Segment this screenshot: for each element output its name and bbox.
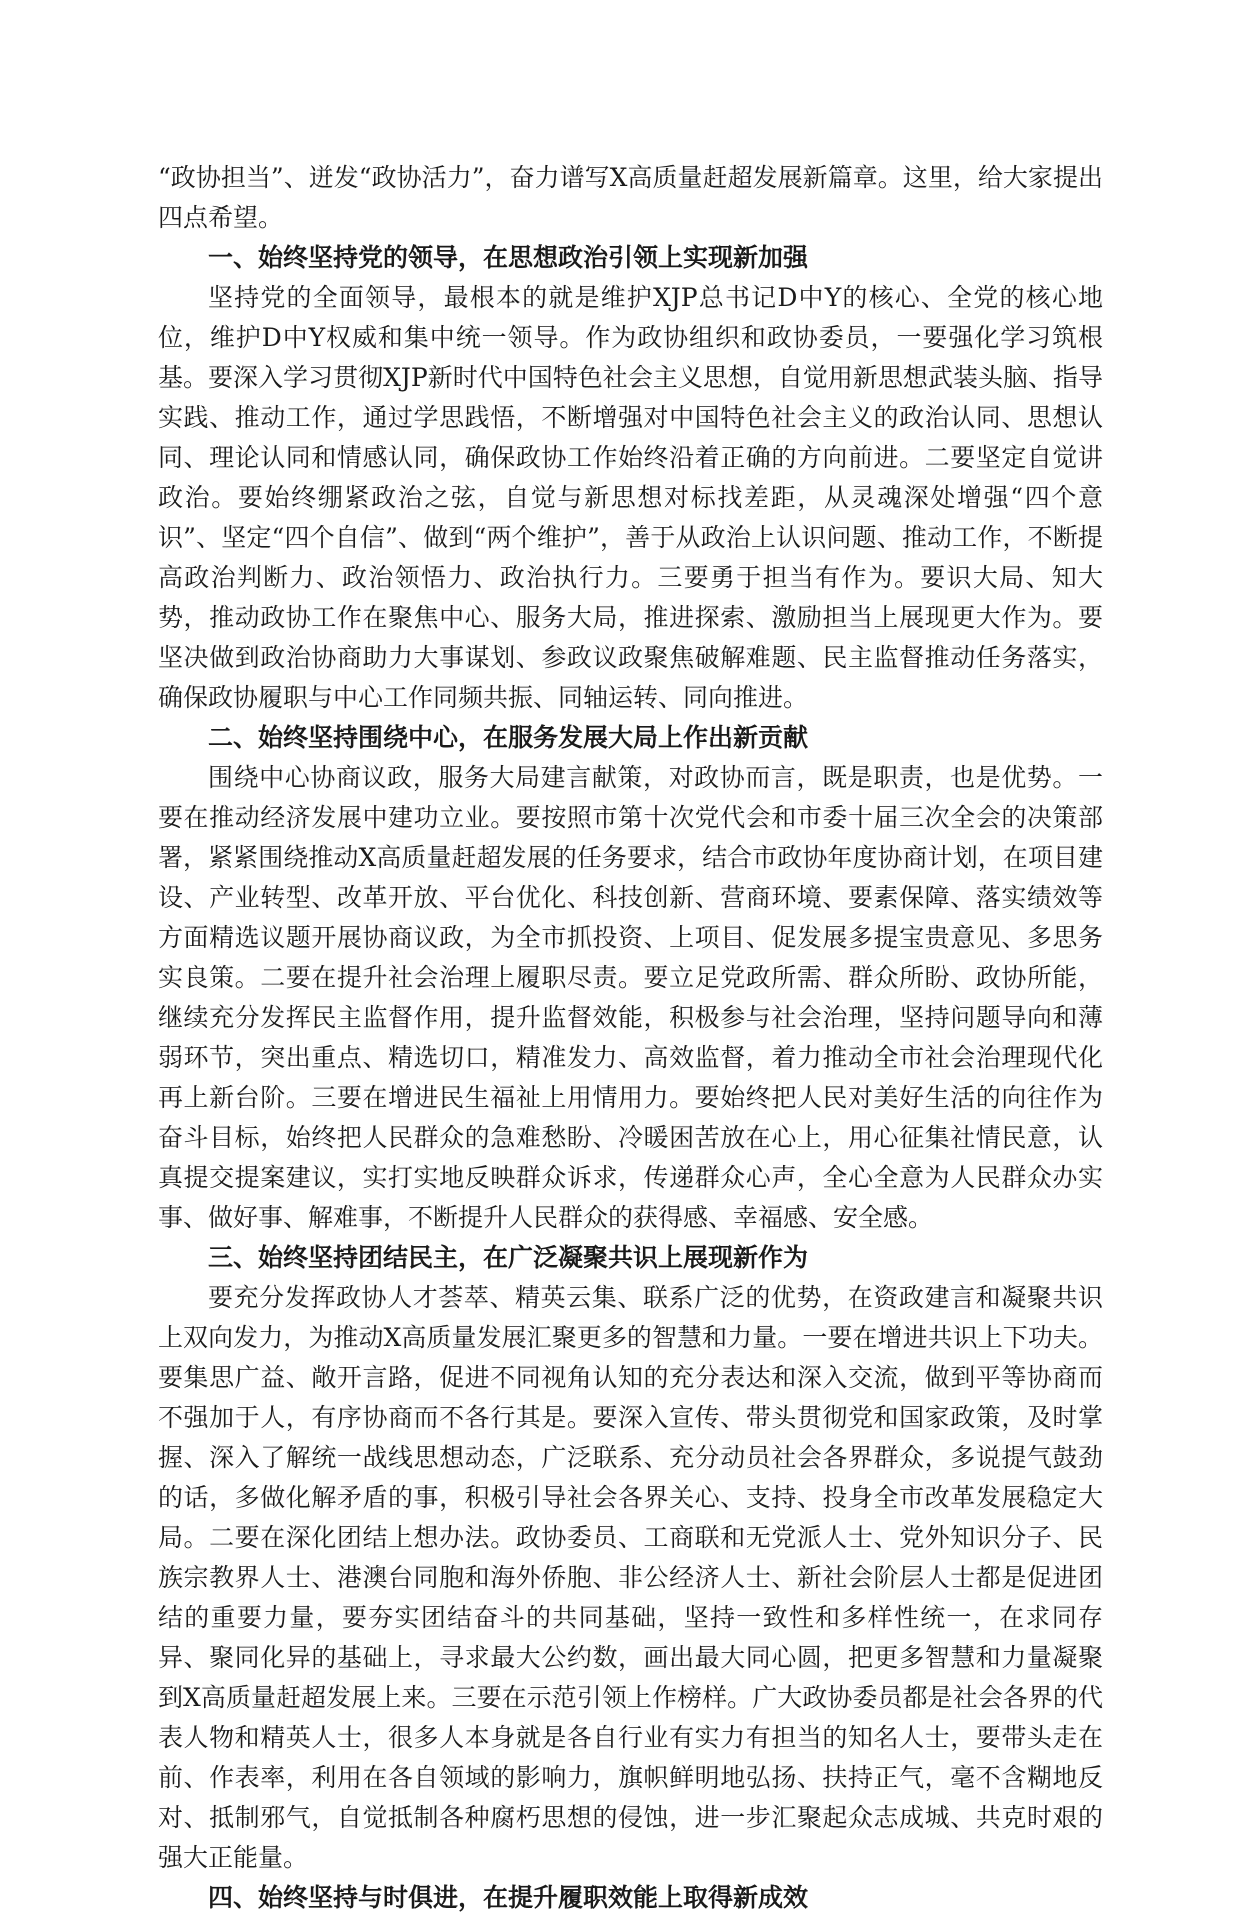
intro-paragraph: “政协担当”、迸发“政协活力”，奋力谱写X高质量赶超发展新篇章。这里，给大家提出四点希望。 [158,163,1103,232]
section-heading-1: 一、始终坚持党的领导，在思想政治引领上实现新加强 [208,243,809,272]
section-heading-2: 二、始终坚持围绕中心，在服务发展大局上作出新贡献 [208,723,809,752]
document-page [158,158,1103,1918]
section-heading-4: 四、始终坚持与时俱进，在提升履职效能上取得新成效 [208,1883,809,1912]
section-body-3: 要充分发挥政协人才荟萃、精英云集、联系广泛的优势，在资政建言和凝聚共识上双向发力，为推动X高质量发展汇聚更多的智慧和力量。一要在增进共识上下功夫。要集思广益、敞开言路，促进不同视角认知的充分表达和深入交流，做到平等协商而不强加于人，有序协商而不各行其是。要深入宣传、带头贯彻党和国家政策，及时掌握、深入了解统一战线思想动态，广泛联系、充分动员社会各界群众，多说提气鼓劲的话，多做化解矛盾的事，积极引导社会各界关心、支持、投身全市改革发展稳定大局。二要在深化团结上想办法。政协委员、工商联和无党派人士、党外知识分子、民族宗教界人士、港澳台同胞和海外侨胞、非公经济人士、新社会阶层人士都是促进团结的重要力量，要夯实团结奋斗的共同基础，坚持一致性和多样性统一，在求同存异、聚同化异的基础上，寻求最大公约数，画出最大同心圆，把更多智慧和力量凝聚到X高质量赶超发展上来。三要在示范引领上作榜样。广大政协委员都是社会各界的代表人物和精英人士，很多人本身就是各自行业有实力有担当的知名人士，要带头走在前、作表率，利用在各自领域的影响力，旗帜鲜明地弘扬、扶持正气，毫不含糊地反对、抵制邪气，自觉抵制各种腐朽思想的侵蚀，进一步汇聚起众志成城、共克时艰的强大正能量。 [158,1283,1103,1872]
section-heading-3: 三、始终坚持团结民主，在广泛凝聚共识上展现新作为 [208,1243,809,1272]
section-body-2: 围绕中心协商议政，服务大局建言献策，对政协而言，既是职责，也是优势。一要在推动经济发展中建功立业。要按照市第十次党代会和市委十届三次全会的决策部署，紧紧围绕推动X高质量赶超发展的任务要求，结合市政协年度协商计划，在项目建设、产业转型、改革开放、平台优化、科技创新、营商环境、要素保障、落实绩效等方面精选议题开展协商议政，为全市抓投资、上项目、促发展多提宝贵意见、多思务实良策。二要在提升社会治理上履职尽责。要立足党政所需、群众所盼、政协所能，继续充分发挥民主监督作用，提升监督效能，积极参与社会治理，坚持问题导向和薄弱环节，突出重点、精选切口，精准发力、高效监督，着力推动全市社会治理现代化再上新台阶。三要在增进民生福祉上用情用力。要始终把人民对美好生活的向往作为奋斗目标，始终把人民群众的急难愁盼、冷暖困苦放在心上，用心征集社情民意，认真提交提案建议，实打实地反映群众诉求，传递群众心声，全心全意为人民群众办实事、做好事、解难事，不断提升人民群众的获得感、幸福感、安全感。 [158,763,1103,1232]
section-body-1: 坚持党的全面领导，最根本的就是维护XJP总书记D中Y的核心、全党的核心地位，维护D中Y权威和集中统一领导。作为政协组织和政协委员，一要强化学习筑根基。要深入学习贯彻XJP新时代中国特色社会主义思想，自觉用新思想武装头脑、指导实践、推动工作，通过学思践悟，不断增强对中国特色社会主义的政治认同、思想认同、理论认同和情感认同，确保政协工作始终沿着正确的方向前进。二要坚定自觉讲政治。要始终绷紧政治之弦，自觉与新思想对标找差距，从灵魂深处增强“四个意识”、坚定“四个自信”、做到“两个维护”，善于从政治上认识问题、推动工作，不断提高政治判断力、政治领悟力、政治执行力。三要勇于担当有作为。要识大局、知大势，推动政协工作在聚焦中心、服务大局，推进探索、激励担当上展现更大作为。要坚决做到政治协商助力大事谋划、参政议政聚焦破解难题、民主监督推动任务落实，确保政协履职与中心工作同频共振、同轴运转、同向推进。 [158,283,1103,712]
